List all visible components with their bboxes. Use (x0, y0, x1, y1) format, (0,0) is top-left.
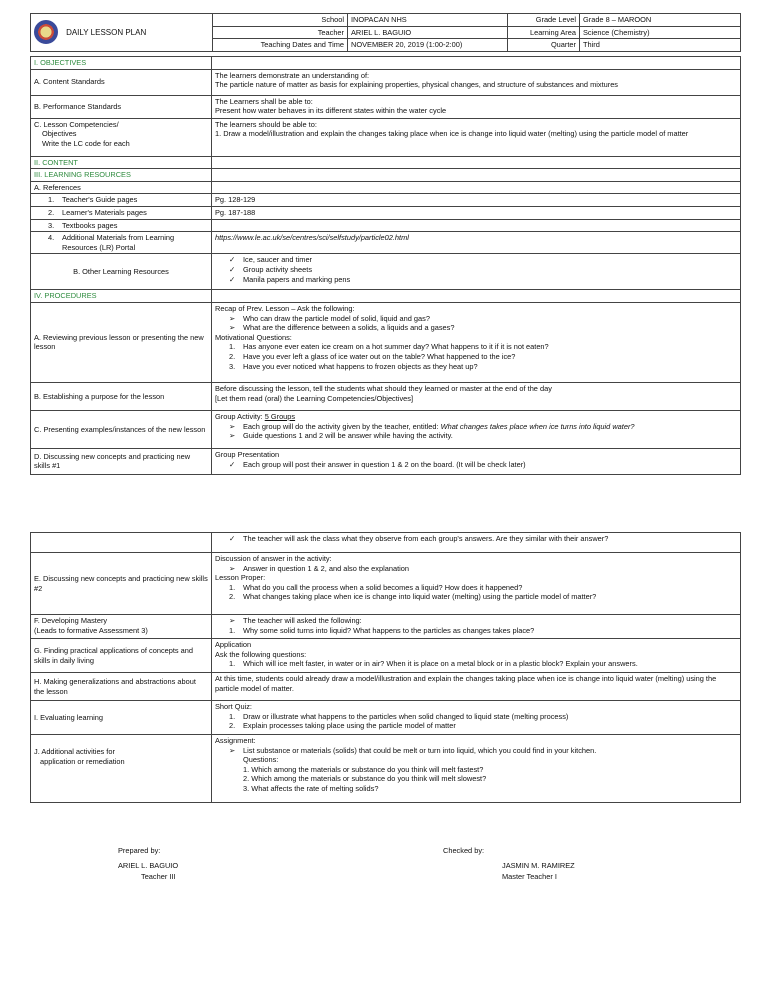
list-number: 2. (229, 721, 236, 731)
checked-name: JASMIN M. RAMIREZ (502, 861, 575, 870)
teacher-label: Teacher (213, 26, 348, 39)
check-icon: ✓ (229, 264, 236, 274)
quiz-item: Explain processes taking place using the particle model of matter (243, 721, 456, 731)
quiz-heading: Short Quiz: (215, 702, 252, 711)
proc-b-cell (212, 382, 741, 410)
content-standards-cell (212, 69, 741, 95)
list-number: 3. (229, 361, 236, 371)
arrow-bullet-icon: ➢ (229, 313, 236, 323)
proc-e-label: E. Discussing new concepts and practicing new skills #2 (31, 553, 212, 615)
recap-item: Who can draw the particle model of solid, liquid and gas? (243, 313, 430, 323)
quiz-item: Draw or illustrate what happens to the particles when solid changed to liquid state (melting process) (243, 711, 569, 721)
teacher-value: ARIEL L. BAGUIO (348, 26, 508, 39)
proc-i-label: I. Evaluating learning (31, 701, 212, 735)
competencies-label-2: Objectives (42, 129, 77, 139)
proc-g-label: G. Finding practical applications of concepts and skills in daily living (31, 639, 212, 673)
proc-j-label-1: J. Additional activities for (34, 747, 115, 756)
proc-c-cell (212, 410, 741, 448)
motivational-item: Has anyone ever eaten ice cream on a hot summer day? What happens to it if it is not eaten? (243, 342, 549, 352)
presentation-item: The teacher will ask the class what they observe from each group's answers. Are they similar with their answer? (243, 534, 609, 543)
proc-f-label (31, 615, 212, 639)
grade-value: Grade 8 – MAROON (580, 14, 741, 27)
check-icon: ✓ (229, 255, 236, 265)
resource-num: 1. (48, 195, 55, 205)
content-standards-line1: The learners demonstrate an understanding of: (215, 70, 370, 80)
presentation-item: Each group will post their answer in question 1 & 2 on the board. (It will be check later) (243, 459, 526, 469)
list-number: 1. (229, 342, 236, 352)
grade-label: Grade Level (508, 14, 580, 27)
purpose-line2: [Let them read (oral) the Learning Competencies/Objectives] (215, 393, 414, 403)
content-heading: II. CONTENT (31, 156, 212, 169)
resource-num: 3. (48, 220, 55, 230)
activity-item: Guide questions 1 and 2 will be answer while having the activity. (243, 431, 453, 441)
checked-title: Master Teacher I (502, 872, 557, 881)
content-standards-label: A. Content Standards (31, 69, 212, 95)
performance-line1: The Learners shall be able to: (215, 96, 313, 106)
blank-cell (31, 533, 212, 553)
proc-j-cell (212, 735, 741, 803)
assignment-item: List substance or materials (solids) that could be melt or turn into liquid, which you could find in your kitchen. (243, 745, 597, 755)
application-item: Which will ice melt faster, in water or in air? When it is place on a metal block or in a plastic block? Explain your answers. (243, 659, 638, 669)
arrow-bullet-icon: ➢ (229, 563, 236, 573)
dlp-title-cell (31, 14, 213, 52)
quarter-label: Quarter (508, 39, 580, 52)
performance-standards-cell (212, 95, 741, 118)
prepared-title: Teacher III (141, 872, 176, 881)
proc-c-label: C. Presenting examples/instances of the new lesson (31, 410, 212, 448)
checked-label: Checked by: (443, 846, 485, 855)
competencies-label-3: Write the LC code for each (42, 138, 130, 148)
resource-num: 4. (48, 233, 55, 243)
proc-b-label: B. Establishing a purpose for the lesson (31, 382, 212, 410)
list-number: 1. (229, 625, 236, 635)
assignment-question: 2. Which among the materials or substance do you think will melt slowest? (243, 774, 487, 784)
resource-label: Learner's Materials pages (62, 207, 147, 217)
application-subheading: Ask the following questions: (215, 649, 307, 659)
resource-label: Additional Materials from Learning Resources (LR) Portal (62, 233, 175, 252)
proc-a-cell (212, 302, 741, 382)
dlp-title: DAILY LESSON PLAN (66, 27, 147, 37)
discussion-heading: Discussion of answer in the activity: (215, 554, 332, 563)
proc-j-label (31, 735, 212, 803)
recap-heading: Recap of Prev. Lesson – Ask the following: (215, 303, 355, 313)
assignment-question: 1. Which among the materials or substance do you think will melt fastest? (243, 764, 484, 774)
assignment-heading: Assignment: (215, 736, 256, 745)
questions-heading: Questions: (243, 755, 279, 765)
other-resources-label: B. Other Learning Resources (31, 254, 212, 290)
blank-cell (212, 169, 741, 182)
resources-heading: III. LEARNING RESOURCES (31, 169, 212, 182)
other-resource-item: Ice, saucer and timer (243, 255, 313, 265)
blank-cell (212, 290, 741, 303)
resource-label: Teacher's Guide pages (62, 195, 138, 205)
resource-value-2: Pg. 187-188 (212, 206, 741, 219)
group-activity-label: Group Activity: (215, 411, 265, 421)
other-resource-item: Group activity sheets (243, 264, 313, 274)
motivational-heading: Motivational Questions: (215, 332, 292, 342)
resource-item-3 (31, 219, 212, 232)
discussion-item: Answer in question 1 & 2, and also the explanation (243, 563, 409, 573)
lesson-table-page2 (30, 532, 741, 803)
other-resources-cell (212, 254, 741, 290)
resource-value-1: Pg. 128-129 (212, 194, 741, 207)
check-icon: ✓ (229, 534, 236, 543)
blank-cell (212, 57, 741, 70)
resource-item-1 (31, 194, 212, 207)
competencies-cell (212, 118, 741, 156)
list-number: 2. (229, 592, 236, 602)
dates-label: Teaching Dates and Time (213, 39, 348, 52)
proc-g-cell (212, 639, 741, 673)
resource-item-4 (31, 232, 212, 254)
performance-line2: Present how water behaves in its different states within the water cycle (215, 106, 447, 116)
assignment-question: 3. What affects the rate of melting solids? (243, 783, 379, 793)
proc-f-cell (212, 615, 741, 639)
lesson-proper-item: What changes taking place when ice is change into liquid water (melting) using the particle model of matter? (243, 592, 597, 602)
proc-i-cell (212, 701, 741, 735)
references-label: A. References (31, 181, 212, 194)
check-icon: ✓ (229, 459, 236, 469)
area-value: Science (Chemistry) (580, 26, 741, 39)
proc-e-cell (212, 553, 741, 615)
performance-standards-label: B. Performance Standards (31, 95, 212, 118)
competencies-line1: The learners should be able to: (215, 119, 317, 129)
group-count: 5 Groups (264, 411, 296, 421)
lesson-table-page1 (30, 56, 741, 475)
quarter-value: Third (580, 39, 741, 52)
lesson-proper-heading: Lesson Proper: (215, 573, 266, 583)
arrow-bullet-icon: ➢ (229, 421, 236, 431)
lr-portal-link[interactable]: https://www.le.ac.uk/se/centres/sci/selfstudy/particle02.html (212, 232, 741, 254)
school-value: INOPACAN NHS (348, 14, 508, 27)
arrow-bullet-icon: ➢ (229, 616, 236, 625)
blank-cell (212, 156, 741, 169)
header-table (30, 13, 741, 52)
procedures-heading: IV. PROCEDURES (31, 290, 212, 303)
objectives-heading: I. OBJECTIVES (31, 57, 212, 70)
proc-h-label: H. Making generalizations and abstractions about the lesson (31, 673, 212, 701)
group-presentation-label: Group Presentation (215, 449, 280, 459)
proc-f-label-1: F. Developing Mastery (34, 616, 108, 625)
proc-d-cell (212, 448, 741, 474)
dates-value: NOVEMBER 20, 2019 (1:00-2:00) (348, 39, 508, 52)
activity-title: What changes takes place when ice turns into liquid water? (440, 421, 635, 431)
proc-d-label: D. Discussing new concepts and practicing new skills #1 (31, 448, 212, 474)
motivational-item: Have you ever left a glass of ice water out on the table? What happened to the ice? (243, 351, 516, 361)
competencies-label (31, 118, 212, 156)
proc-a-label: A. Reviewing previous lesson or presenting the new lesson (31, 302, 212, 382)
recap-item: What are the difference between a solids, a liquids and a gases? (243, 323, 455, 333)
competencies-line2: 1. Draw a model/illustration and explain the changes taking place when ice is change into liquid water (melting) using the particle model of matter (215, 129, 689, 139)
prepared-name: ARIEL L. BAGUIO (118, 861, 179, 870)
proc-h-cell: At this time, students could already draw a model/illustration and explain the changes taking place when ice is change into liquid water (melting) using the particle model of matter. (212, 673, 741, 701)
resource-label: Textbooks pages (62, 220, 118, 230)
content-standards-line2: The particle nature of matter as basis for explaining properties, physical changes, and structure of substances and mixtures (215, 80, 618, 90)
prepared-label: Prepared by: (118, 846, 161, 855)
area-label: Learning Area (508, 26, 580, 39)
mastery-heading: The teacher will asked the following: (243, 616, 362, 625)
list-number: 2. (229, 351, 236, 361)
motivational-item: Have you ever noticed what happens to frozen objects as they heat up? (243, 361, 478, 371)
arrow-bullet-icon: ➢ (229, 745, 236, 755)
list-number: 1. (229, 711, 236, 721)
arrow-bullet-icon: ➢ (229, 323, 236, 333)
list-number: 1. (229, 659, 236, 669)
deped-seal-logo (34, 20, 58, 44)
resource-item-2 (31, 206, 212, 219)
proc-d-continued (212, 533, 741, 553)
school-label: School (213, 14, 348, 27)
mastery-item: Why some solid turns into liquid? What happens to the particles as changes takes place? (243, 625, 535, 635)
proc-j-label-2: application or remediation (40, 756, 125, 766)
lesson-proper-item: What do you call the process when a solid becomes a liquid? How does it happened? (243, 582, 523, 592)
application-heading: Application (215, 640, 252, 649)
list-number: 1. (229, 582, 236, 592)
activity-item: Each group will do the activity given by the teacher, entitled: (243, 421, 441, 431)
blank-cell (212, 181, 741, 194)
arrow-bullet-icon: ➢ (229, 431, 236, 441)
resource-value-3 (212, 219, 741, 232)
proc-f-label-2: (Leads to formative Assessment 3) (34, 625, 148, 635)
purpose-line1: Before discussing the lesson, tell the students what should they learned or master at the end of the day (215, 383, 552, 393)
check-icon: ✓ (229, 274, 236, 284)
resource-num: 2. (48, 207, 55, 217)
other-resource-item: Manila papers and marking pens (243, 274, 351, 284)
competencies-label-1: C. Lesson Competencies/ (34, 119, 119, 129)
